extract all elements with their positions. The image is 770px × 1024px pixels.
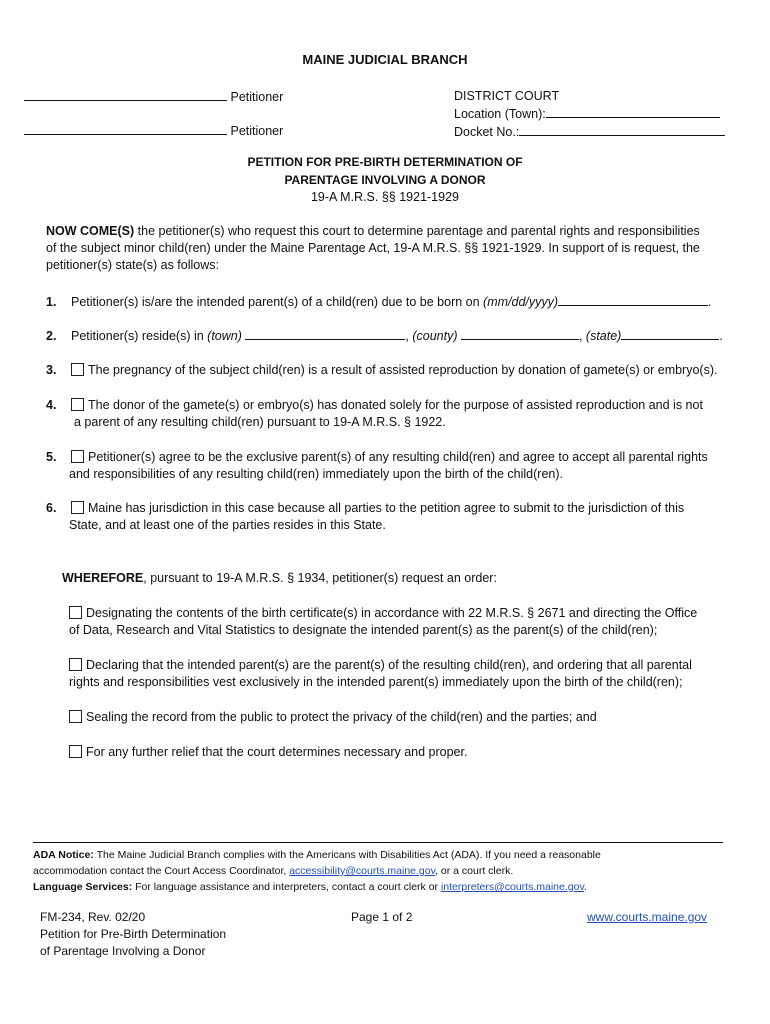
intro-bold: NOW COME(S)	[46, 224, 135, 238]
order-3-text: Sealing the record from the public to protect the privacy of the child(ren) and the parties; and	[86, 710, 597, 724]
town-hint: (town)	[207, 329, 242, 343]
petitioner-1-label: Petitioner	[230, 90, 284, 104]
order-4-text: For any further relief that the court determines necessary and proper.	[86, 745, 468, 759]
item-4-text: The donor of the gamete(s) or embryo(s) has donated solely for the purpose of assisted reproduction and is not	[88, 398, 703, 412]
accessibility-email-link[interactable]: accessibility@courts.maine.gov	[289, 865, 436, 877]
item-1: 1. Petitioner(s) is/are the intended parent(s) of a child(ren) due to be born on (mm/dd/yyyy) .	[46, 295, 712, 309]
order-1-text: Designating the contents of the birth certificate(s) in accordance with 22 M.R.S. § 2671 and directing the Office	[86, 606, 698, 620]
item-6-text-2: State, and at least one of the parties resides in this State.	[69, 518, 386, 532]
wherefore-text: , pursuant to 19-A M.R.S. § 1934, petitioner(s) request an order:	[143, 571, 497, 585]
intro-line-1: the petitioner(s) who request this court to determine parentage and parental rights and responsibilities	[134, 224, 700, 238]
ada-text: The Maine Judicial Branch complies with the Americans with Disabilities Act (ADA). If you need a reasonable	[93, 849, 601, 861]
order-2-text: Declaring that the intended parent(s) are the parent(s) of the resulting child(ren), and ordering that all parental	[86, 658, 692, 672]
item-2: 2. Petitioner(s) reside(s) in (town) , (county) , (state) .	[46, 329, 723, 343]
item-3	[46, 362, 736, 379]
ada-text-3: , or a court clerk.	[435, 865, 514, 877]
docket-blank[interactable]	[519, 123, 725, 136]
location-row	[454, 105, 725, 123]
ada-notice	[33, 842, 723, 895]
item-4	[46, 397, 736, 431]
item-4-checkbox[interactable]	[71, 398, 84, 411]
court-name: DISTRICT COURT	[454, 89, 560, 103]
form-name-2: of Parentage Involving a Donor	[40, 944, 206, 958]
order-4-checkbox[interactable]	[69, 745, 82, 758]
item-number: 5.	[46, 450, 57, 464]
item-3-checkbox[interactable]	[71, 363, 84, 376]
footer-form-info	[40, 909, 226, 960]
statute-citation: 19-A M.R.S. §§ 1921-1929	[310, 190, 459, 204]
due-date-blank[interactable]	[558, 293, 708, 306]
item-5-text: Petitioner(s) agree to be the exclusive parent(s) of any resulting child(ren) and agree to accept all parental rights	[88, 450, 708, 464]
intro-line-3: petitioner(s) state(s) as follows:	[46, 258, 219, 272]
date-hint: (mm/dd/yyyy)	[483, 295, 559, 309]
intro-paragraph	[46, 223, 726, 274]
order-1-text-2: of Data, Research and Vital Statistics to designate the intended parent(s) as the parent(s) of the child(ren);	[69, 623, 658, 637]
item-2-text: Petitioner(s) reside(s) in	[71, 329, 208, 343]
petitioner-1-row	[24, 88, 283, 104]
docket-row	[454, 123, 725, 141]
item-5-checkbox[interactable]	[71, 450, 84, 463]
language-text: For language assistance and interpreters, contact a court clerk or	[132, 881, 441, 893]
item-5	[46, 449, 736, 483]
item-number: 6.	[46, 501, 57, 515]
petitioner-2-blank[interactable]	[24, 122, 227, 135]
state-blank[interactable]	[621, 327, 719, 340]
wherefore-clause	[62, 571, 497, 585]
town-blank[interactable]	[245, 327, 405, 340]
item-6-checkbox[interactable]	[71, 501, 84, 514]
item-5-text-2: and responsibilities of any resulting child(ren) immediately upon the birth of the child(ren).	[69, 467, 564, 481]
item-3-text: The pregnancy of the subject child(ren) is a result of assisted reproduction by donation of gamete(s) or embryo(s).	[88, 363, 718, 377]
language-label: Language Services:	[33, 881, 133, 893]
location-label: Location (Town):	[454, 107, 546, 121]
item-1-text: Petitioner(s) is/are the intended parent(s) of a child(ren) due to be born on	[71, 295, 484, 309]
item-6-text: Maine has jurisdiction in this case because all parties to the petition agree to submit to the jurisdiction of this	[88, 501, 685, 515]
petitioner-2-row	[24, 122, 283, 138]
item-number: 1.	[46, 295, 57, 309]
order-option-2	[69, 657, 739, 691]
ada-label: ADA Notice:	[33, 849, 94, 861]
order-option-1	[69, 605, 739, 639]
intro-line-2: of the subject minor child(ren) under the Maine Parentage Act, 19-A M.R.S. §§ 1921-1929. In support of is request, the	[46, 241, 700, 255]
form-heading-2: PARENTAGE INVOLVING A DONOR	[284, 173, 486, 187]
petitioner-2-label: Petitioner	[230, 124, 284, 138]
ada-text-2: accommodation contact the Court Access Coordinator,	[33, 865, 290, 877]
petitioner-1-blank[interactable]	[24, 88, 227, 101]
form-id: FM-234, Rev. 02/20	[40, 910, 146, 924]
order-1-checkbox[interactable]	[69, 606, 82, 619]
county-hint: (county)	[412, 329, 458, 343]
item-number: 2.	[46, 329, 57, 343]
state-hint: (state)	[585, 329, 622, 343]
order-3-checkbox[interactable]	[69, 710, 82, 723]
item-4-text-2: a parent of any resulting child(ren) pursuant to 19-A M.R.S. § 1922.	[74, 415, 446, 429]
item-number: 3.	[46, 363, 57, 377]
docket-label: Docket No.:	[454, 125, 520, 139]
order-option-4	[69, 744, 739, 761]
county-blank[interactable]	[461, 327, 579, 340]
interpreters-email-link[interactable]: interpreters@courts.maine.gov	[440, 881, 584, 893]
form-heading-1: PETITION FOR PRE-BIRTH DETERMINATION OF	[247, 155, 523, 169]
page-title: MAINE JUDICIAL BRANCH	[302, 52, 468, 67]
page-number: Page 1 of 2	[351, 910, 413, 924]
item-number: 4.	[46, 398, 57, 412]
language-end: .	[583, 881, 587, 893]
wherefore-bold: WHEREFORE	[62, 571, 144, 585]
court-info	[454, 88, 725, 141]
order-option-3	[69, 709, 739, 726]
form-name-1: Petition for Pre-Birth Determination	[40, 927, 227, 941]
order-2-text-2: rights and responsibilities vest exclusively in the intended parent(s) immediately upon the birth of the child(ren);	[69, 675, 683, 689]
item-6	[46, 500, 736, 534]
website-link[interactable]: www.courts.maine.gov	[587, 910, 708, 924]
order-2-checkbox[interactable]	[69, 658, 82, 671]
location-blank[interactable]	[546, 105, 720, 118]
